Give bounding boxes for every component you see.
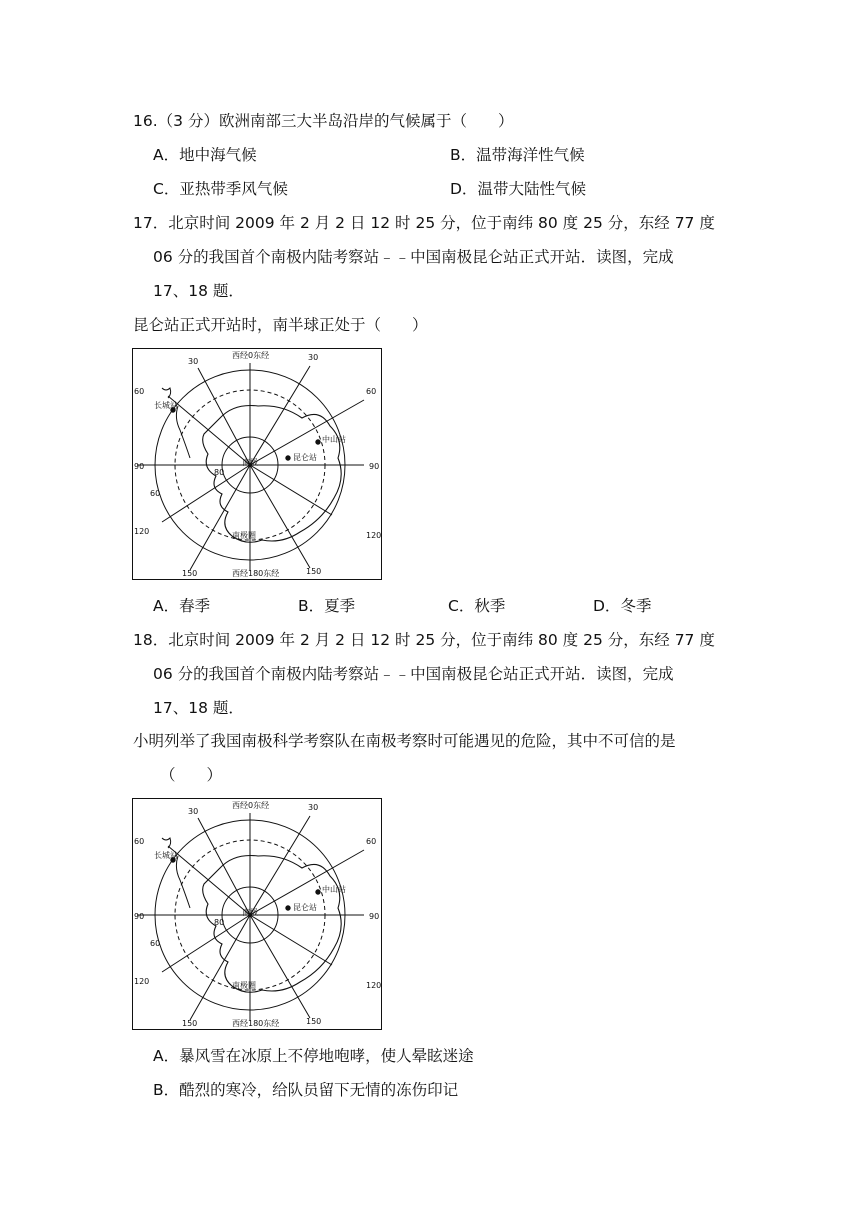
lon-label: 60 xyxy=(134,387,145,396)
q16-option-d[interactable] xyxy=(450,179,586,199)
label-top-meridian: 西经0东经 xyxy=(232,801,270,810)
lon-label: 60 xyxy=(134,837,145,846)
q17-option-d[interactable] xyxy=(593,596,651,616)
q18-stem-line-1: 18．北京时间 2009 年 2 月 2 日 12 时 25 分，位于南纬 80 度 25 分，东经 77 度 xyxy=(133,631,715,649)
lon-label: 120 xyxy=(134,977,150,986)
q18-option-a[interactable] xyxy=(153,1046,474,1066)
antarctica-map-svg xyxy=(132,348,382,580)
label-changcheng: 长城站 xyxy=(154,401,178,410)
lon-label: 120 xyxy=(366,981,382,990)
map-labels xyxy=(134,350,381,578)
option-text: 夏季 xyxy=(324,597,356,615)
island-outline xyxy=(162,388,171,398)
option-text: 地中海气候 xyxy=(179,146,257,164)
q16-option-a[interactable] xyxy=(153,145,257,165)
option-letter: B． xyxy=(298,597,325,615)
lon-label: 30 xyxy=(308,803,319,812)
label-kunlun: 昆仑站 xyxy=(293,453,317,462)
label-top-meridian: 西经0东经 xyxy=(232,351,270,360)
lat-label: 80 xyxy=(214,468,225,477)
lon-label: 120 xyxy=(134,527,150,536)
option-letter: B． xyxy=(450,146,477,164)
option-letter: A． xyxy=(153,146,180,164)
option-text: 温带海洋性气候 xyxy=(476,146,585,164)
q18-stem-line-3: 17、18 题． xyxy=(153,699,244,717)
option-text: 温带大陆性气候 xyxy=(477,180,586,198)
label-zhongshan: 中山站 xyxy=(322,885,346,894)
antarctica-map-svg xyxy=(132,798,382,1030)
zhongshan-dot xyxy=(316,890,320,894)
label-antarctic-circle: 南极圈 xyxy=(232,981,256,990)
lat-label: 80 xyxy=(214,918,225,927)
lon-label: 120 xyxy=(366,531,382,540)
lon-label: 90 xyxy=(134,462,145,471)
lon-label: 150 xyxy=(182,569,198,578)
q17-option-b[interactable] xyxy=(298,596,355,616)
option-letter: D． xyxy=(450,180,478,198)
q18-question: 小明列举了我国南极科学考察队在南极考察时可能遇见的危险，其中不可信的是 xyxy=(133,732,676,750)
option-text: 冬季 xyxy=(620,597,652,615)
option-letter: A． xyxy=(153,1047,180,1065)
q17-option-a[interactable] xyxy=(153,596,210,616)
option-letter: C． xyxy=(448,597,475,615)
q16-option-c[interactable] xyxy=(153,179,288,199)
q17-question: 昆仑站正式开站时，南半球正处于（ ） xyxy=(133,316,428,334)
lon-label: 90 xyxy=(134,912,145,921)
lon-label: 150 xyxy=(306,567,322,576)
option-text: 春季 xyxy=(179,597,211,615)
lon-label: 60 xyxy=(366,837,377,846)
option-text: 秋季 xyxy=(474,597,506,615)
label-south-pole: 南极 xyxy=(242,908,258,917)
antarctica-map-figure-2 xyxy=(132,798,382,1030)
q18-option-b[interactable] xyxy=(153,1080,458,1100)
q17-option-c[interactable] xyxy=(448,596,505,616)
label-kunlun: 昆仑站 xyxy=(293,903,317,912)
option-letter: B． xyxy=(153,1081,180,1099)
label-south-pole: 南极 xyxy=(242,458,258,467)
label-antarctic-circle: 南极圈 xyxy=(232,531,256,540)
label-bottom-meridian: 西经180东经 xyxy=(232,1019,280,1028)
lon-label: 30 xyxy=(308,353,319,362)
kunlun-dot xyxy=(286,906,290,910)
label-bottom-meridian: 西经180东经 xyxy=(232,569,280,578)
lon-label: 30 xyxy=(188,357,199,366)
q17-stem-line-2: 06 分的我国首个南极内陆考察站﹣﹣中国南极昆仑站正式开站．读图，完成 xyxy=(153,248,674,266)
option-text: 亚热带季风气候 xyxy=(179,180,288,198)
option-text: 暴风雪在冰原上不停地咆哮，使人晕眩迷途 xyxy=(179,1047,474,1065)
label-changcheng: 长城站 xyxy=(154,851,178,860)
kunlun-dot xyxy=(286,456,290,460)
q17-stem-line-3: 17、18 题． xyxy=(153,282,244,300)
lon-label: 60 xyxy=(150,939,161,948)
antarctica-map-figure xyxy=(132,348,382,580)
option-letter: D． xyxy=(593,597,621,615)
lon-label: 150 xyxy=(182,1019,198,1028)
option-letter: A． xyxy=(153,597,180,615)
map-labels xyxy=(134,800,381,1028)
option-text: 酷烈的寒冷，给队员留下无情的冻伤印记 xyxy=(179,1081,459,1099)
zhongshan-dot xyxy=(316,440,320,444)
q18-stem-line-2: 06 分的我国首个南极内陆考察站﹣﹣中国南极昆仑站正式开站．读图，完成 xyxy=(153,665,674,683)
lon-label: 90 xyxy=(369,462,380,471)
q16-option-b[interactable] xyxy=(450,145,585,165)
q16-stem: 16.（3 分）欧洲南部三大半岛沿岸的气候属于（ ） xyxy=(133,112,514,130)
lon-label: 60 xyxy=(366,387,377,396)
q17-stem-line-1: 17．北京时间 2009 年 2 月 2 日 12 时 25 分，位于南纬 80 度 25 分，东经 77 度 xyxy=(133,214,715,232)
lon-label: 150 xyxy=(306,1017,322,1026)
lon-label: 90 xyxy=(369,912,380,921)
q18-question-blank: （ ） xyxy=(160,766,223,784)
label-zhongshan: 中山站 xyxy=(322,435,346,444)
option-letter: C． xyxy=(153,180,180,198)
island-outline xyxy=(162,838,171,848)
lon-label: 60 xyxy=(150,489,161,498)
lon-label: 30 xyxy=(188,807,199,816)
